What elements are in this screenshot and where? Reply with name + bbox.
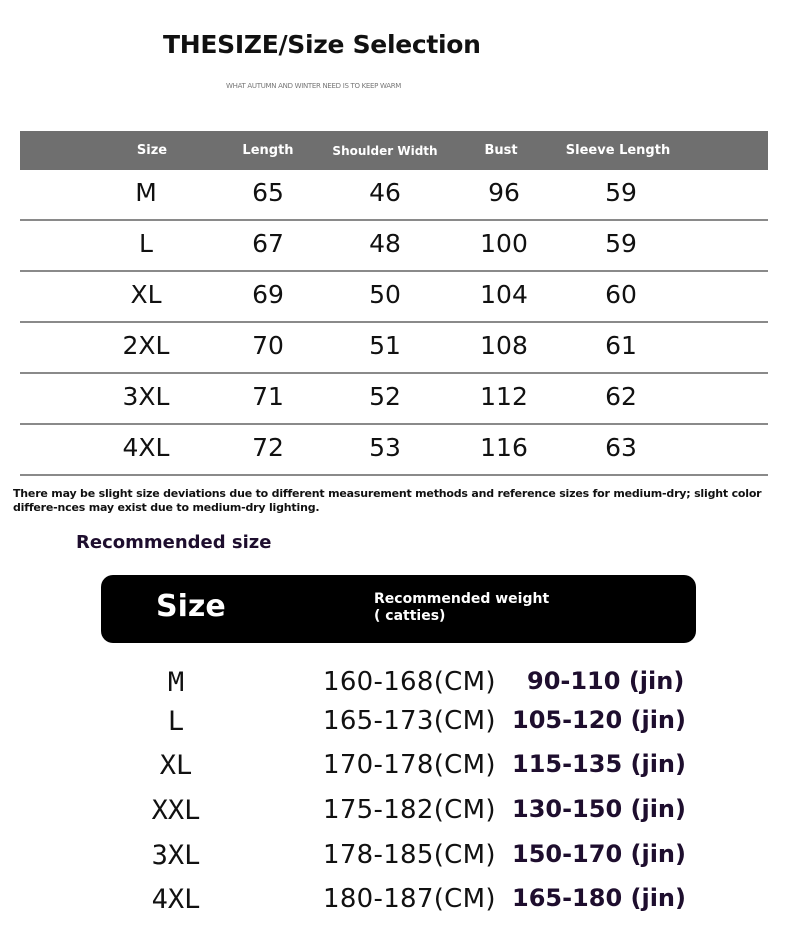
cell-bust: 108: [480, 331, 528, 360]
rec-height: 165-173(CM): [323, 706, 496, 736]
rec-size: M: [167, 667, 185, 698]
cell-bust: 96: [488, 178, 520, 207]
rec-height: 180-187(CM): [323, 884, 496, 914]
rec-height: 170-178(CM): [323, 750, 496, 780]
cell-length: 72: [252, 433, 284, 462]
rec-size: 4XL: [151, 884, 201, 915]
header-length: Length: [242, 143, 294, 158]
recommended-row: [0, 884, 790, 924]
header-sleeve-length: Sleeve Length: [565, 143, 671, 158]
rec-size: 3XL: [151, 840, 201, 871]
rec-weight: 150-170 (jin): [512, 840, 686, 868]
cell-sleeve: 60: [605, 280, 637, 309]
recommended-row: [0, 667, 790, 707]
rec-weight: 165-180 (jin): [512, 884, 686, 912]
cell-bust: 104: [480, 280, 528, 309]
cell-shoulder: 52: [369, 382, 401, 411]
rec-size: XL: [159, 750, 193, 781]
recommended-header-weight: Recommended weight ( catties): [374, 591, 550, 624]
rec-height: 178-185(CM): [323, 840, 496, 870]
recommended-row: [0, 840, 790, 880]
cell-bust: 112: [480, 382, 528, 411]
recommended-header: [101, 575, 696, 643]
cell-length: 65: [252, 178, 284, 207]
header-bust: Bust: [484, 143, 518, 158]
table-row: [20, 425, 768, 476]
cell-size: 4XL: [122, 433, 170, 462]
cell-size: M: [135, 178, 157, 207]
size-table-header: [20, 131, 768, 170]
cell-sleeve: 59: [605, 229, 637, 258]
recommended-row: [0, 706, 790, 746]
table-row: [20, 272, 768, 323]
cell-sleeve: 59: [605, 178, 637, 207]
rec-height: 160-168(CM): [323, 667, 496, 697]
cell-sleeve: 61: [605, 331, 637, 360]
cell-bust: 116: [480, 433, 528, 462]
table-row: [20, 323, 768, 374]
table-row: [20, 221, 768, 272]
cell-length: 71: [252, 382, 284, 411]
recommended-title: Recommended size: [76, 532, 272, 553]
table-row: [20, 374, 768, 425]
cell-size: 2XL: [122, 331, 170, 360]
size-table: [20, 131, 768, 476]
table-row: [20, 170, 768, 221]
cell-size: XL: [130, 280, 162, 309]
page-subtitle: WHAT AUTUMN AND WINTER NEED IS TO KEEP WARM: [226, 82, 402, 90]
measurement-note: There may be slight size deviations due to different measurement methods and reference sizes for medium-dry; slight color differe-nces may exist due to medium-dry lighting.: [13, 487, 762, 514]
cell-size: 3XL: [122, 382, 170, 411]
rec-weight: 130-150 (jin): [512, 795, 686, 823]
cell-bust: 100: [480, 229, 528, 258]
recommended-row: [0, 795, 790, 835]
header-shoulder-width: Shoulder Width: [332, 143, 438, 158]
rec-weight: 115-135 (jin): [512, 750, 686, 778]
cell-sleeve: 62: [605, 382, 637, 411]
cell-length: 67: [252, 229, 284, 258]
recommended-row: [0, 750, 790, 790]
rec-size: L: [167, 706, 185, 737]
cell-sleeve: 63: [605, 433, 637, 462]
cell-size: L: [139, 229, 153, 258]
rec-weight: 105-120 (jin): [512, 706, 686, 734]
cell-shoulder: 53: [369, 433, 401, 462]
cell-shoulder: 46: [369, 178, 401, 207]
cell-shoulder: 50: [369, 280, 401, 309]
cell-length: 70: [252, 331, 284, 360]
page-title: THESIZE/Size Selection: [163, 30, 481, 59]
cell-shoulder: 51: [369, 331, 401, 360]
cell-length: 69: [252, 280, 284, 309]
rec-height: 175-182(CM): [323, 795, 496, 825]
header-size: Size: [136, 143, 168, 158]
recommended-header-size: Size: [156, 589, 226, 624]
cell-shoulder: 48: [369, 229, 401, 258]
rec-size: XXL: [151, 795, 201, 826]
rec-weight: 90-110 (jin): [527, 667, 685, 695]
